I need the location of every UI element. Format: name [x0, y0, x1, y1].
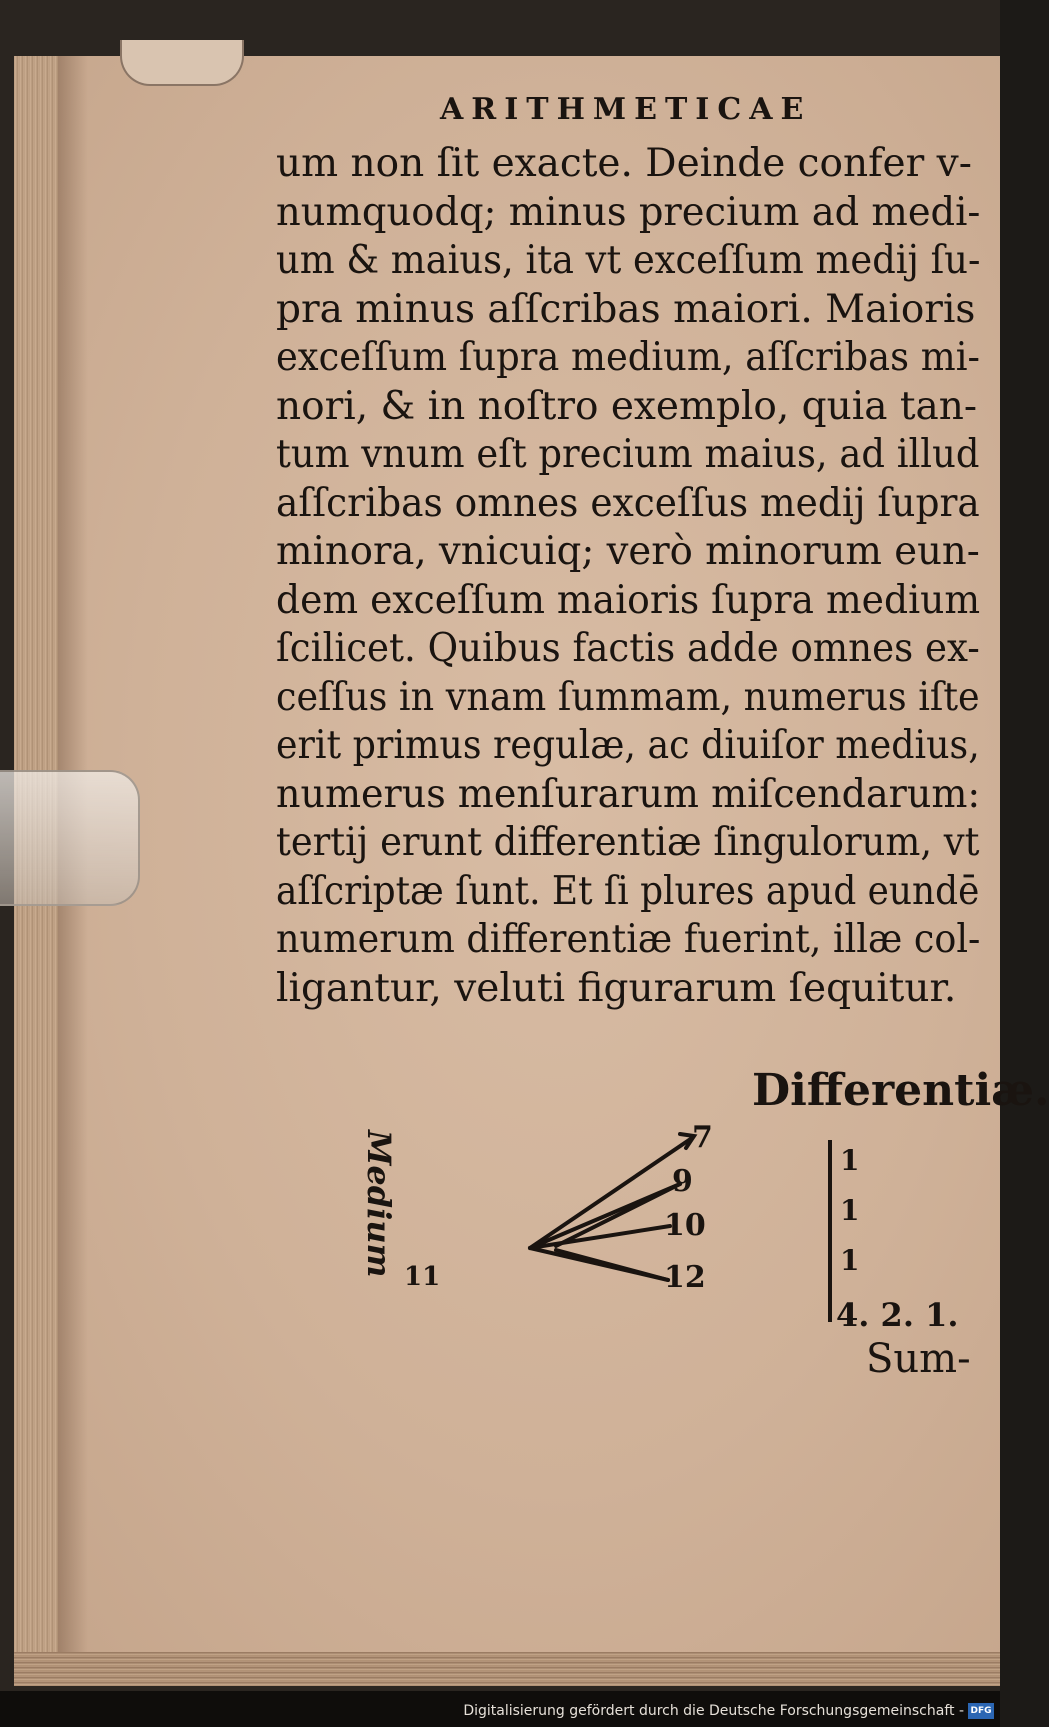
- text-line: ſcilicet. Quibus factis adde omnes ex-: [276, 626, 980, 671]
- difference-value: 1: [840, 1144, 860, 1177]
- running-head: ARITHMETICAE: [440, 92, 812, 127]
- text-line: dem exceſſum maioris ſupra medium: [276, 577, 981, 623]
- page-clip: [0, 770, 140, 906]
- catchword: Sum-: [866, 1336, 971, 1382]
- price-value: 9: [672, 1164, 693, 1199]
- text-line: tertij erunt differentiæ ſingulorum, vt: [276, 820, 980, 865]
- difference-value: 1: [840, 1244, 860, 1277]
- text-line: um & maius, ita vt exceſſum medij ſu-: [276, 238, 981, 283]
- text-line: ligantur, veluti figurarum ſequitur.: [276, 965, 957, 1011]
- text-line: numerum differentiæ fuerint, illæ col-: [276, 917, 981, 962]
- medium-label: Medium: [360, 1130, 398, 1278]
- page-bottom-edge: [14, 1652, 1000, 1686]
- diagram-line: [556, 1184, 680, 1246]
- digitization-footer: [0, 1691, 1000, 1727]
- text-line: pra minus aſſcribas maiori. Maioris: [276, 286, 976, 332]
- text-line: minora, vnicuiq; verò minorum eun-: [276, 529, 980, 574]
- text-line: tum vnum eſt precium maius, ad illud: [276, 432, 980, 477]
- price-value: 10: [664, 1208, 706, 1243]
- text-line: aſſcribas omnes exceſſus medij ſupra: [276, 480, 980, 526]
- text-line: aſſcriptæ ſunt. Et ſi plures apud eundē: [276, 868, 980, 914]
- funding-credit: Digitalisierung gefördert durch die Deutsche Forschungsgemeinschaft -: [463, 1703, 964, 1719]
- difference-value: 1: [840, 1194, 860, 1227]
- differentiae-heading: Differentiæ.: [752, 1065, 1049, 1116]
- text-line: numerus menſurarum miſcendarum:: [276, 771, 981, 817]
- text-line: um non ſit exacte. Deinde confer v-: [276, 141, 972, 186]
- difference-totals: 4. 2. 1.: [836, 1296, 959, 1334]
- body-text: [276, 140, 980, 1013]
- dfg-logo: DFG: [968, 1703, 994, 1719]
- diagram-line: [556, 1250, 668, 1280]
- price-value: 7: [692, 1120, 713, 1155]
- text-line: numquodq; minus precium ad medi-: [276, 189, 981, 235]
- medium-value: 11: [404, 1262, 441, 1292]
- difference-bracket: [828, 1140, 832, 1322]
- book-clasp-top: [120, 40, 244, 86]
- text-line: nori, & in noſtro exemplo, quia tan-: [276, 383, 978, 429]
- text-line: exceſſum ſupra medium, aſſcribas mi-: [276, 335, 980, 380]
- price-value: 12: [664, 1260, 706, 1295]
- text-line: erit primus regulæ, ac diuiſor medius,: [276, 723, 980, 768]
- text-line: ceſſus in vnam ſummam, numerus iſte: [276, 674, 980, 720]
